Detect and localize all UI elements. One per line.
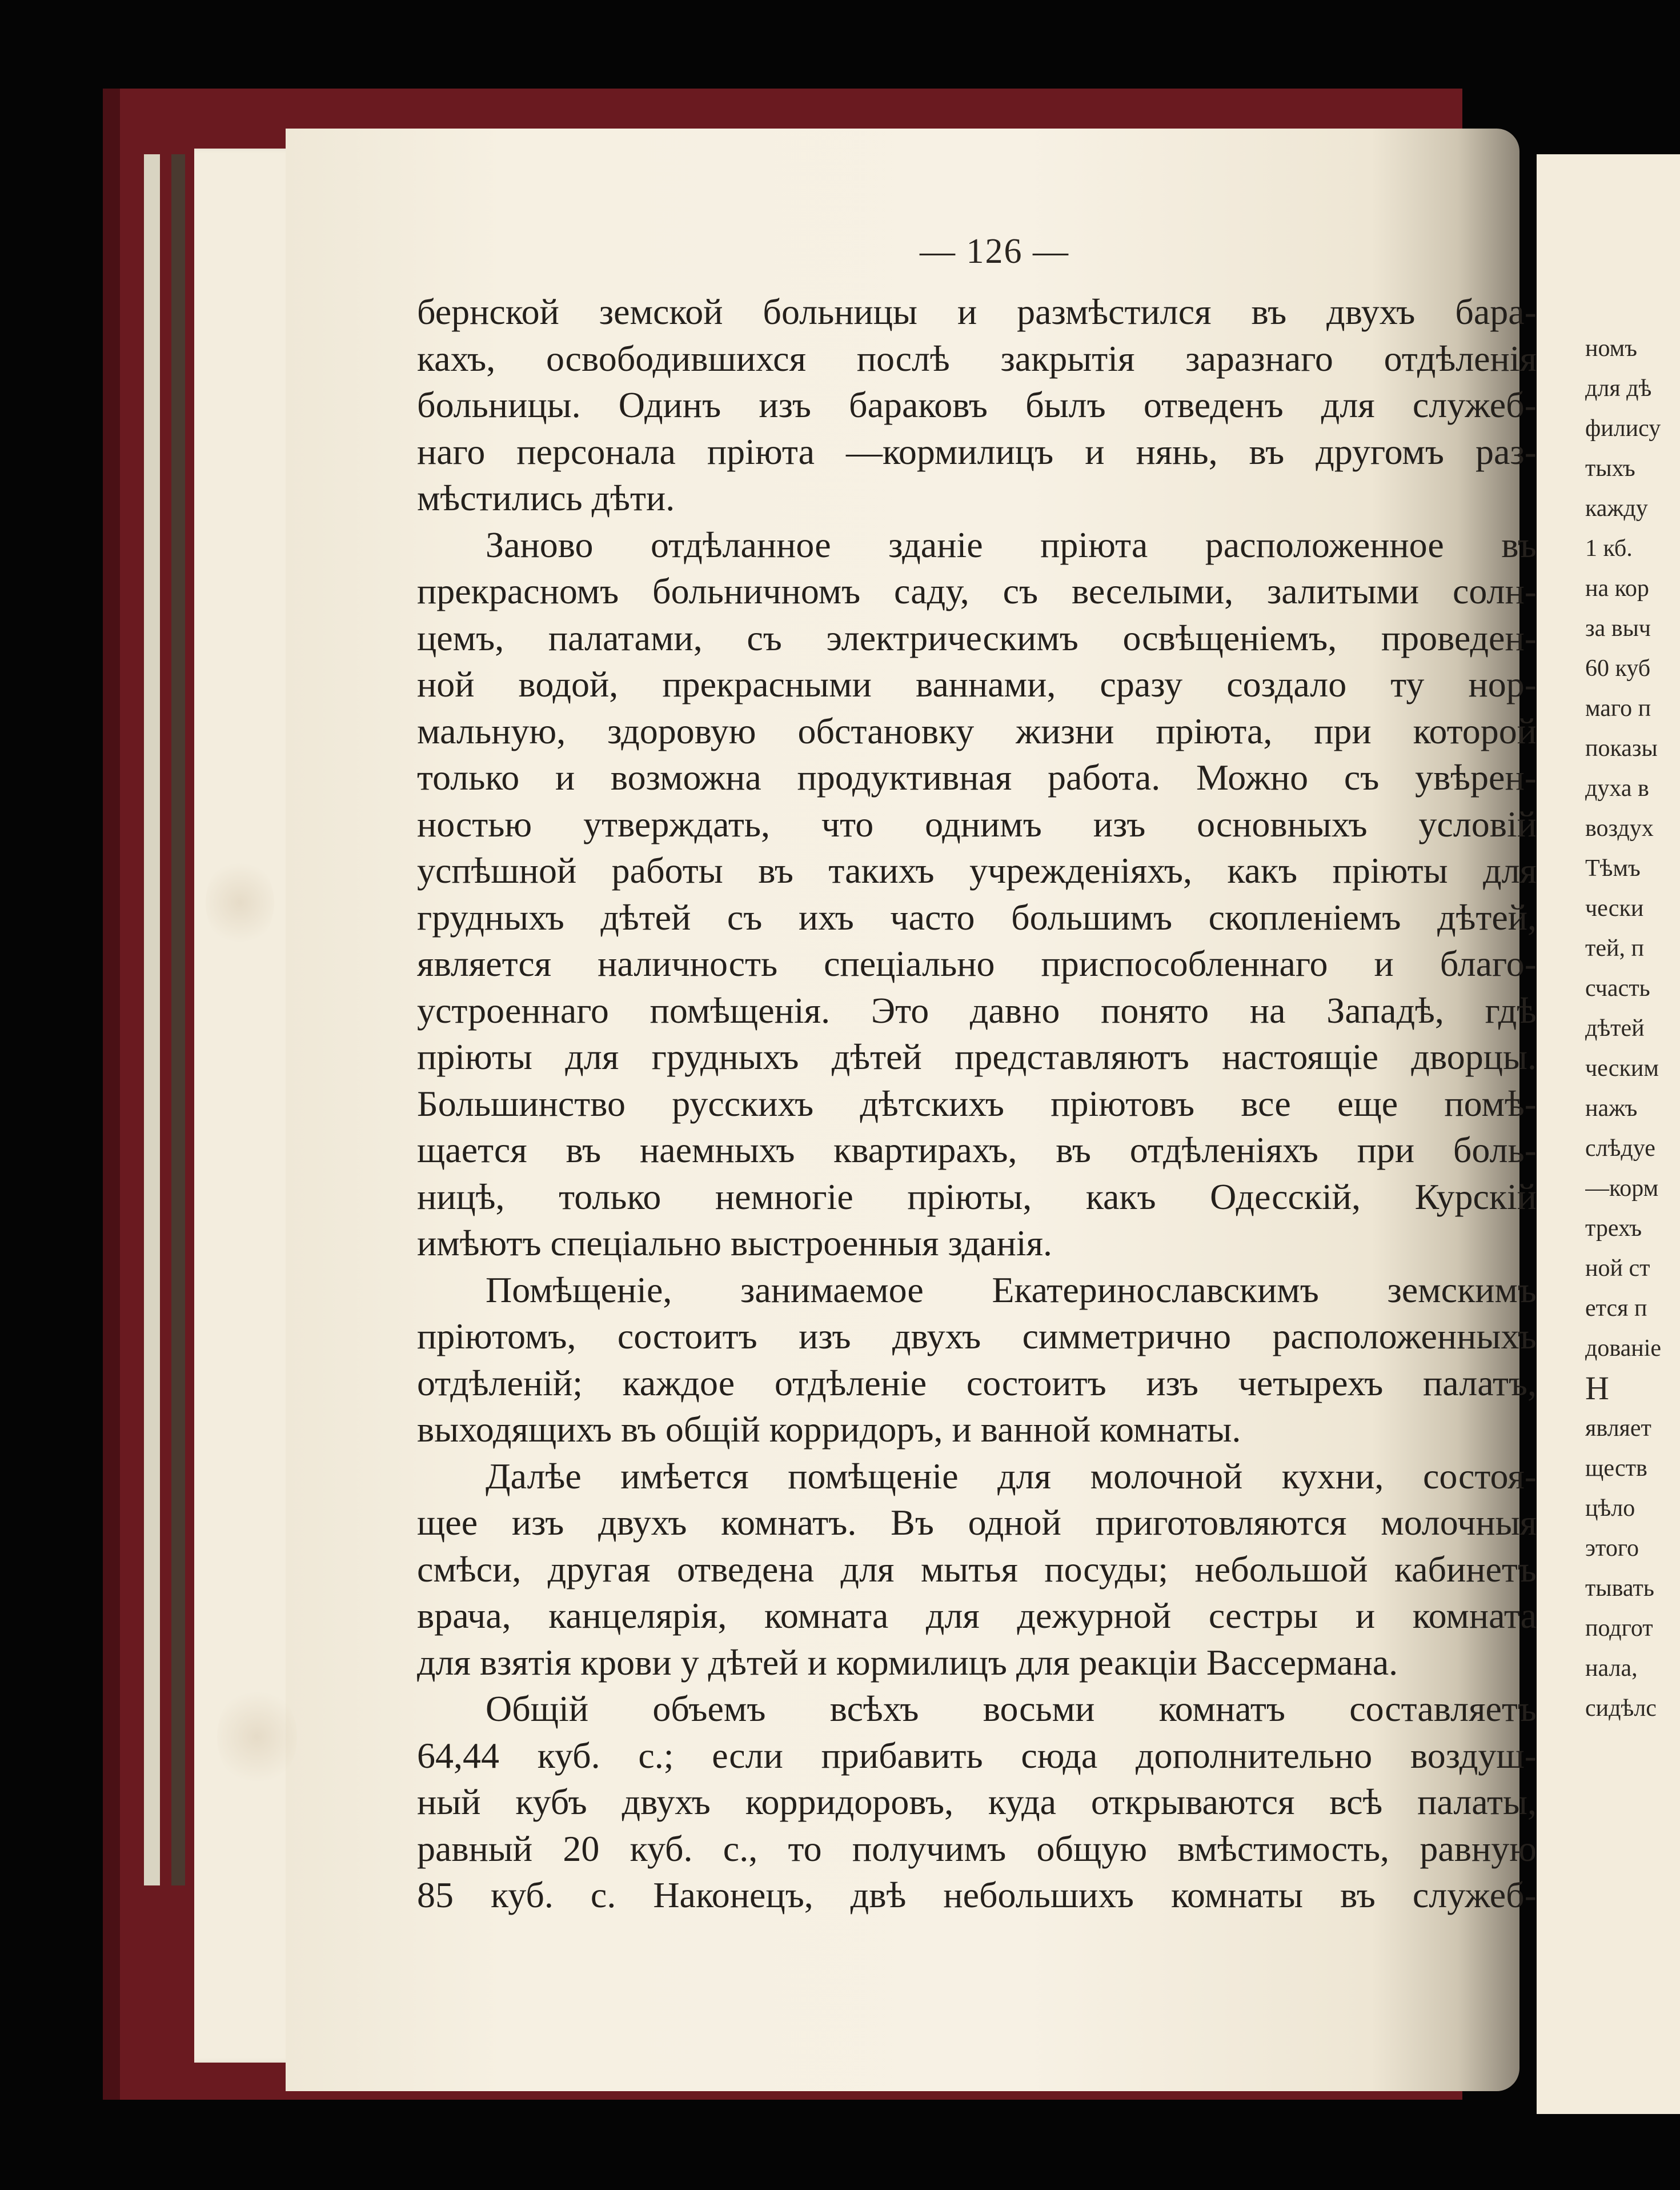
text-line: Общій объемъ всѣхъ восьми комнатъ составляетъ (486, 1688, 1537, 1729)
right-page-line: духа в (1585, 775, 1649, 802)
right-page-line: дѣтей (1585, 1015, 1645, 1042)
right-page-line: ется п (1585, 1295, 1647, 1322)
text-line: для взятія крови у дѣтей и кормилицъ для реакціи Вассермана. (417, 1642, 1398, 1683)
spine-strip (171, 154, 185, 1885)
page-number: — 126 — (920, 232, 1069, 271)
right-page-line: номъ (1585, 335, 1637, 362)
right-page-line: 1 кб. (1585, 535, 1633, 562)
text-line: ной водой, прекрасными ваннами, сразу создало ту нор- (417, 664, 1537, 704)
text-line: успѣшной работы въ такихъ учрежденіяхъ, какъ пріюты для (417, 850, 1537, 891)
right-page-line: Н (1585, 1370, 1609, 1407)
right-page-line: Тѣмъ (1585, 855, 1641, 882)
text-line: прекрасномъ больничномъ саду, съ веселыми, залитыми солн- (417, 571, 1537, 611)
text-line: бернской земской больницы и размѣстился въ двухъ бара- (417, 291, 1537, 332)
right-page-line: филису (1585, 415, 1661, 442)
text-line: кахъ, освободившихся послѣ закрытія заразнаго отдѣленія (417, 338, 1537, 379)
text-line: грудныхъ дѣтей съ ихъ часто большимъ скопленіемъ дѣтей, (417, 896, 1537, 938)
right-page-line: тывать (1585, 1575, 1654, 1602)
right-page-line: дованіе (1585, 1335, 1662, 1362)
text-line: устроеннаго помѣщенія. Это давно понято на Западѣ, гдѣ (417, 990, 1537, 1031)
text-line: является наличность спеціально приспособленнаго и благо- (417, 943, 1537, 984)
right-page-line: цѣло (1585, 1495, 1635, 1522)
text-line: ный кубъ двухъ корридоровъ, куда открываются всѣ палаты, (417, 1781, 1537, 1822)
text-line: имѣютъ спеціально выстроенныя зданія. (417, 1223, 1053, 1263)
right-page-line: нажъ (1585, 1095, 1638, 1122)
text-line: смѣси, другая отведена для мытья посуды; небольшой кабинетъ (417, 1548, 1537, 1590)
right-page-line: 60 куб (1585, 655, 1651, 682)
text-line: наго персонала пріюта —кормилицъ и нянь, въ другомъ раз- (417, 431, 1537, 472)
foxing-stain (206, 857, 274, 948)
text-line: 85 куб. с. Наконецъ, двѣ небольшихъ комнаты въ служеб- (417, 1875, 1537, 1915)
right-page-text (1585, 329, 1680, 1728)
text-line: Большинство русскихъ дѣтскихъ пріютовъ все еще помѣ- (417, 1083, 1537, 1124)
right-page-line: чески (1585, 895, 1644, 922)
right-page-line: тыхъ (1585, 455, 1635, 482)
text-line: Далѣе имѣется помѣщеніе для молочной кухни, состоя- (486, 1455, 1537, 1496)
right-page-line: ческим (1585, 1055, 1659, 1082)
right-page-line: кажду (1585, 495, 1648, 522)
right-page-line: за выч (1585, 615, 1651, 642)
text-line: цемъ, палатами, съ электрическимъ освѣщеніемъ, проведен- (417, 617, 1537, 658)
right-page-line: счасть (1585, 975, 1650, 1002)
text-line: ностью утверждать, что однимъ изъ основныхъ условій (417, 803, 1537, 844)
right-page-line: тей, п (1585, 935, 1644, 962)
text-line: равный 20 куб. с., то получимъ общую вмѣстимость, равную (417, 1828, 1537, 1869)
right-page-line: трехъ (1585, 1215, 1642, 1242)
right-page-line: являет (1585, 1415, 1651, 1442)
right-page-line: для дѣ (1585, 375, 1652, 402)
text-line: пріютомъ, состоитъ изъ двухъ симметрично расположенныхъ (417, 1316, 1537, 1356)
right-page-line: показы (1585, 735, 1658, 762)
text-line: ницѣ, только немногіе пріюты, какъ Одесскій, Курскій (417, 1176, 1537, 1217)
right-page-line: —корм (1585, 1175, 1659, 1202)
text-line: Помѣщеніе, занимаемое Екатеринославскимъ земскимъ (486, 1269, 1537, 1310)
right-page-line: на кор (1585, 575, 1649, 602)
text-line: выходящихъ въ общій корридоръ, и ванной комнаты. (417, 1409, 1241, 1450)
right-page-line: сидѣлс (1585, 1695, 1657, 1721)
foxing-stain (217, 1685, 297, 1788)
text-line: Заново отдѣланное зданіе пріюта расположенное въ (486, 524, 1537, 565)
cover-edge (103, 89, 120, 2100)
text-line: только и возможна продуктивная работа. Можно съ увѣрен- (417, 757, 1537, 798)
text-line: 64,44 куб. с.; если прибавить сюда дополнительно воздуш- (417, 1735, 1537, 1776)
right-page-line: воздух (1585, 815, 1654, 842)
text-line: врача, канцелярія, комната для дежурной сестры и комната (417, 1595, 1537, 1636)
body-text (417, 289, 1537, 1919)
right-page-line: этого (1585, 1535, 1639, 1562)
text-line: щается въ наемныхъ квартирахъ, въ отдѣленіяхъ при боль- (417, 1130, 1537, 1170)
text-line: мѣстились дѣти. (417, 478, 675, 518)
right-page-line: ществ (1585, 1455, 1647, 1482)
text-line: пріюты для грудныхъ дѣтей представляютъ настоящіе дворцы. (417, 1036, 1537, 1077)
text-line: отдѣленій; каждое отдѣленіе состоитъ изъ четырехъ палатъ, (417, 1362, 1537, 1403)
text-line: мальную, здоровую обстановку жизни пріюта, при которой (417, 710, 1537, 751)
right-page-line: ной ст (1585, 1255, 1650, 1282)
right-page-line: подгот (1585, 1615, 1653, 1642)
right-page-line: маго п (1585, 695, 1651, 722)
right-page-line: слѣдуе (1585, 1135, 1655, 1162)
right-page-line: нала, (1585, 1655, 1638, 1681)
endpaper-strip (144, 154, 160, 1885)
text-line: щее изъ двухъ комнатъ. Въ одной приготовляются молочныя (417, 1502, 1537, 1543)
text-line: больницы. Одинъ изъ бараковъ былъ отведенъ для служеб- (417, 385, 1537, 425)
